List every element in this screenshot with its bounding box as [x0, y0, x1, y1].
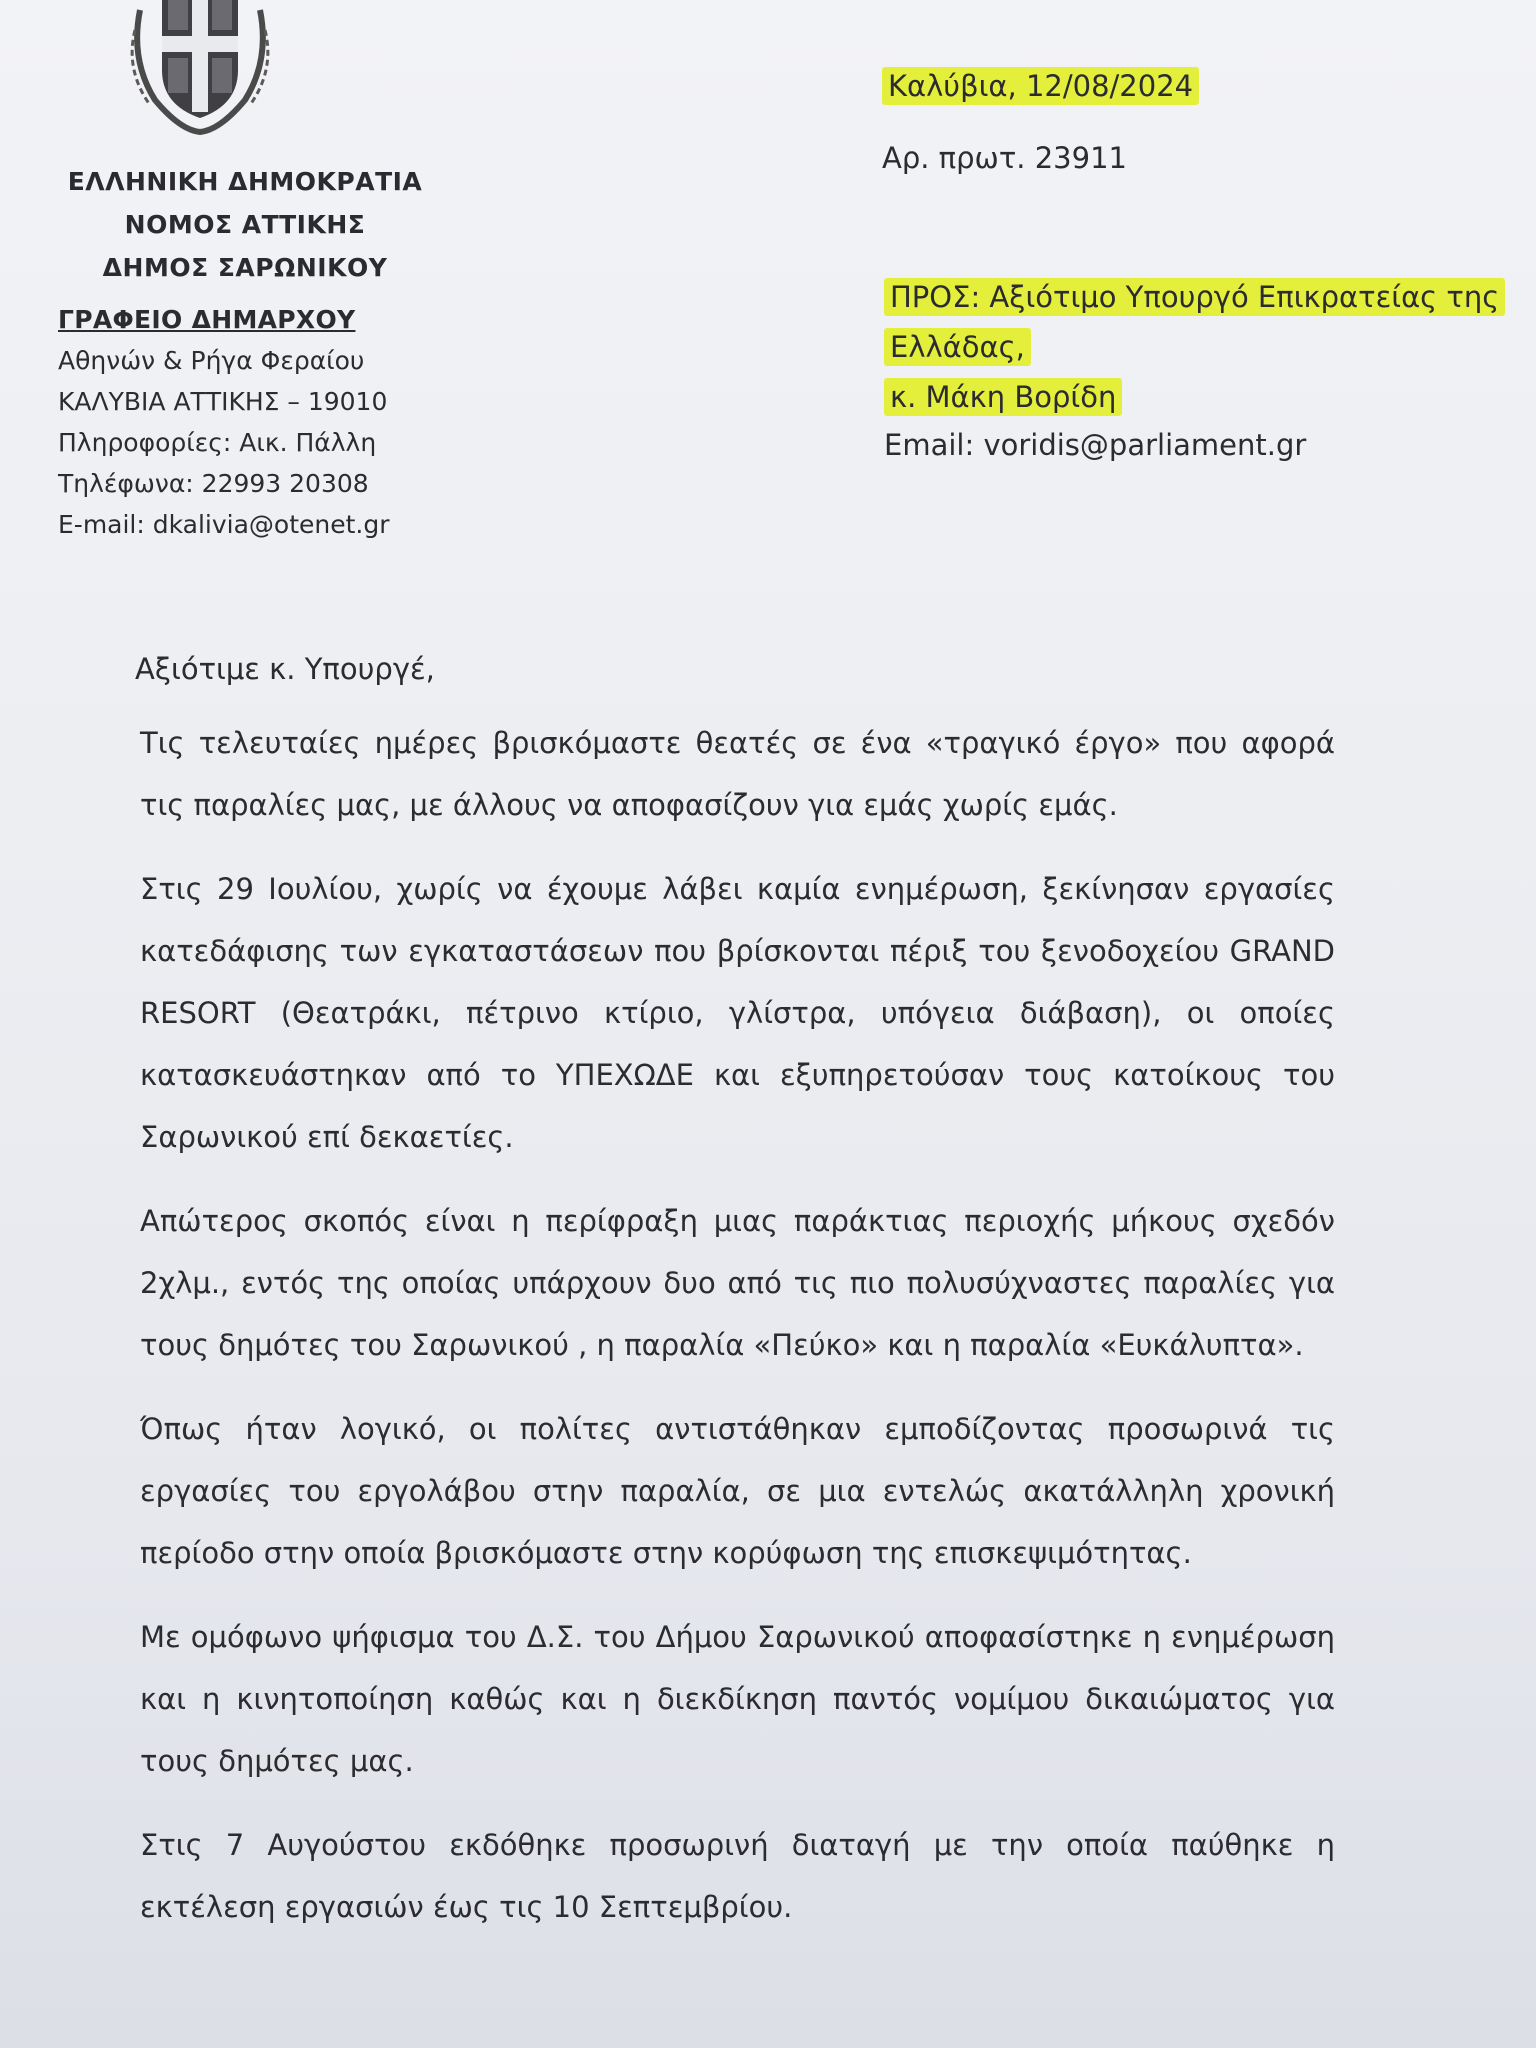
org-line-prefecture: ΝΟΜΟΣ ΑΤΤΙΚΗΣ: [124, 210, 366, 239]
letter-meta: [882, 64, 1522, 180]
body-paragraph: Στις 29 Ιουλίου, χωρίς να έχουμε λάβει καμία ενημέρωση, ξεκίνησαν εργασίες κατεδάφισης των εγκαταστάσεων που βρίσκονται πέριξ του ξενοδοχείου GRAND RESORT (Θεατράκι, πέτρινο κτίριο, γλίστρα, υπόγεια διάβαση), οι οποίες κατασκευάστηκαν από το ΥΠΕΧΩΔΕ και εξυπηρετούσαν τους κατοίκους του Σαρωνικού επί δεκαετίες.: [140, 872, 1335, 1154]
recipient-email: Email: voridis@parliament.gr: [884, 428, 1307, 462]
body-paragraph: Με ομόφωνο ψήφισμα του Δ.Σ. του Δήμου Σαρωνικού αποφασίστηκε η ενημέρωση και η κινητοποίηση καθώς και η διεκδίκηση παντός νομίμου δικαιώματος για τους δημότες μας.: [140, 1620, 1335, 1778]
office-title: ΓΡΑΦΕΙΟ ΔΗΜΑΡΧΟΥ: [58, 305, 356, 334]
body-paragraph: Απώτερος σκοπός είναι η περίφραξη μιας παράκτιας περιοχής μήκους σχεδόν 2χλμ., εντός της οποίας υπάρχουν δυο από τις πιο πολυσύχναστες παραλίες για τους δημότες του Σαρωνικού , η παραλία «Πεύκο» και η παραλία «Ευκάλυπτα».: [140, 1204, 1335, 1362]
letter-body: [140, 712, 1335, 1960]
office-city: ΚΑΛΥΒΙΑ ΑΤΤΙΚΗΣ – 19010: [58, 387, 388, 416]
body-paragraph: Στις 7 Αυγούστου εκδόθηκε προσωρινή διαταγή με την οποία παύθηκε η εκτέλεση εργασιών έως τις 10 Σεπτεμβρίου.: [140, 1828, 1335, 1924]
body-paragraph: Τις τελευταίες ημέρες βρισκόμαστε θεατές σε ένα «τραγικό έργο» που αφορά τις παραλίες μας, με άλλους να αποφασίζουν για εμάς χωρίς εμάς.: [140, 726, 1335, 822]
sender-organization: [30, 160, 460, 289]
office-info: Πληροφορίες: Αικ. Πάλλη: [58, 428, 377, 457]
salutation: Αξιότιμε κ. Υπουργέ,: [135, 652, 435, 686]
office-email: E-mail: dkalivia@otenet.gr: [58, 510, 390, 539]
sender-office-block: [58, 305, 478, 545]
recipient-block: [884, 272, 1534, 468]
office-phone: Τηλέφωνα: 22993 20308: [58, 469, 369, 498]
protocol-number: Αρ. πρωτ. 23911: [882, 141, 1127, 175]
org-line-municipality: ΔΗΜΟΣ ΣΑΡΩΝΙΚΟΥ: [102, 253, 388, 282]
office-address: Αθηνών & Ρήγα Φεραίου: [58, 346, 365, 375]
recipient-line-2: Ελλάδας,: [884, 328, 1031, 366]
greek-coat-of-arms-emblem: [100, 0, 300, 140]
recipient-name: κ. Μάκη Βορίδη: [884, 378, 1122, 416]
recipient-line-1: ΠΡΟΣ: Αξιότιμο Υπουργό Επικρατείας της: [884, 278, 1505, 316]
place-date: Καλύβια, 12/08/2024: [882, 67, 1199, 105]
body-paragraph: Όπως ήταν λογικό, οι πολίτες αντιστάθηκαν εμποδίζοντας προσωρινά τις εργασίες του εργολάβου στην παραλία, σε μια εντελώς ακατάλληλη χρονική περίοδο στην οποία βρισκόμαστε στην κορύφωση της επισκεψιμότητας.: [140, 1412, 1335, 1570]
org-line-republic: ΕΛΛΗΝΙΚΗ ΔΗΜΟΚΡΑΤΙΑ: [67, 167, 423, 196]
